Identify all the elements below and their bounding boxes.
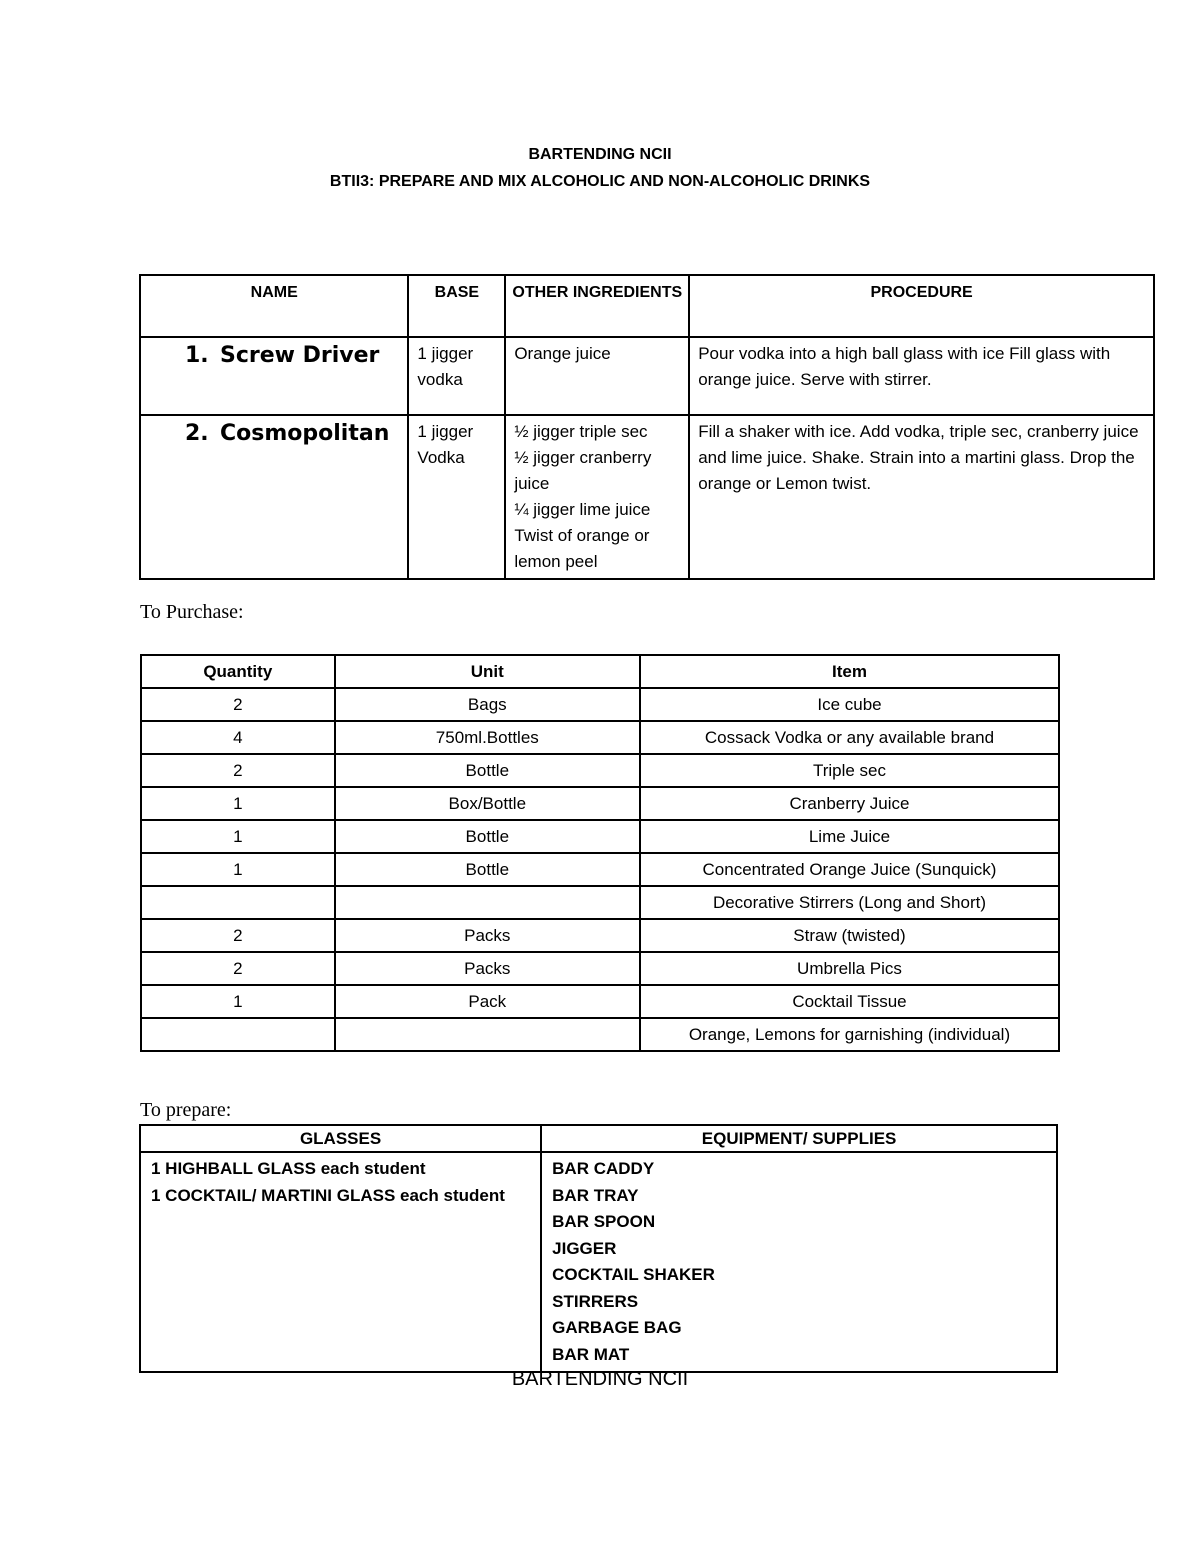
quantity-cell: 4 [141,721,335,754]
prepare-table [139,1124,1058,1373]
item-cell: Triple sec [640,754,1059,787]
drink-procedure: Pour vodka into a high ball glass with ice Fill glass with orange juice. Serve with stirrer. [689,337,1154,415]
ingredient-line: Twist of orange or [514,526,650,545]
recipes-table [139,274,1155,580]
equipment-item: JIGGER [552,1238,617,1258]
unit-cell: Box/Bottle [335,787,640,820]
quantity-cell: 1 [141,820,335,853]
item-cell: Cranberry Juice [640,787,1059,820]
header-quantity: Quantity [141,655,335,688]
header-glasses: GLASSES [140,1125,541,1152]
quantity-cell: 2 [141,919,335,952]
item-cell: Ice cube [640,688,1059,721]
item-cell: Umbrella Pics [640,952,1059,985]
quantity-cell: 2 [141,688,335,721]
ingredient-line: ¼ jigger lime juice [514,500,651,519]
item-cell: Decorative Stirrers (Long and Short) [640,886,1059,919]
drink-number: 2. [185,421,209,446]
purchase-row [141,952,1059,985]
item-cell: Cossack Vodka or any available brand [640,721,1059,754]
ingredient-line: Orange juice [514,344,611,363]
purchase-row [141,820,1059,853]
drink-name-cell [140,415,408,579]
equipment-list [541,1152,1057,1372]
equipment-item: BAR MAT [552,1344,630,1364]
item-cell: Concentrated Orange Juice (Sunquick) [640,853,1059,886]
quantity-cell [141,1018,335,1051]
ingredient-line: ½ jigger triple sec [514,422,648,441]
quantity-cell [141,886,335,919]
ingredient-line: ½ jigger cranberry [514,448,652,467]
quantity-cell: 1 [141,985,335,1018]
unit-cell: 750ml.Bottles [335,721,640,754]
header-procedure: PROCEDURE [689,275,1154,337]
ingredient-line: lemon peel [514,552,598,571]
purchase-header-row [141,655,1059,688]
recipe-row [140,415,1154,579]
purchase-row [141,1018,1059,1051]
header-other-ingredients: OTHER INGREDIENTS [505,275,689,337]
purchase-row [141,919,1059,952]
base-line: vodka [417,370,463,389]
ingredient-line: juice [514,474,550,493]
purchase-row [141,853,1059,886]
purchase-label: To Purchase: [140,601,244,623]
base-line: 1 jigger [417,422,474,441]
prepare-label: To prepare: [140,1099,232,1121]
item-cell: Straw (twisted) [640,919,1059,952]
equipment-item: BAR CADDY [552,1159,655,1178]
unit-cell: Bags [335,688,640,721]
unit-cell: Bottle [335,820,640,853]
quantity-cell: 2 [141,754,335,787]
drink-base [408,337,505,415]
footer-title: BARTENDING NCII [511,1368,689,1390]
unit-cell: Packs [335,952,640,985]
glasses-list [140,1152,541,1372]
drink-name-cell [140,337,408,415]
unit-cell [335,886,640,919]
purchase-row [141,688,1059,721]
unit-cell: Bottle [335,853,640,886]
equipment-item: COCKTAIL SHAKER [552,1265,715,1284]
equipment-item: BAR SPOON [552,1212,656,1231]
drink-name: Cosmopolitan [220,421,390,446]
prepare-header-row [140,1125,1057,1152]
item-cell: Cocktail Tissue [640,985,1059,1018]
unit-cell: Packs [335,919,640,952]
purchase-row [141,886,1059,919]
glass-item: 1 HIGHBALL GLASS each student [151,1159,426,1178]
header-base: BASE [408,275,505,337]
equipment-item: BAR TRAY [552,1185,639,1205]
item-cell: Orange, Lemons for garnishing (individual) [640,1018,1059,1051]
drink-number: 1. [185,343,209,368]
header-equipment: EQUIPMENT/ SUPPLIES [541,1125,1057,1152]
glass-item: 1 COCKTAIL/ MARTINI GLASS each student [151,1185,505,1205]
header-unit: Unit [335,655,640,688]
unit-cell: Bottle [335,754,640,787]
equipment-item: GARBAGE BAG [552,1318,682,1337]
prepare-row [140,1152,1057,1372]
quantity-cell: 2 [141,952,335,985]
item-cell: Lime Juice [640,820,1059,853]
header-name: NAME [140,275,408,337]
purchase-rows [141,688,1059,1051]
purchase-table [140,654,1060,1052]
drink-name: Screw Driver [220,343,380,368]
purchase-row [141,985,1059,1018]
base-line: 1 jigger [417,344,474,363]
purchase-row [141,787,1059,820]
drink-base [408,415,505,579]
unit-cell [335,1018,640,1051]
purchase-row [141,721,1059,754]
unit-cell: Pack [335,985,640,1018]
drink-ingredients [505,337,689,415]
quantity-cell: 1 [141,853,335,886]
header-item: Item [640,655,1059,688]
purchase-row [141,754,1059,787]
equipment-item: STIRRERS [552,1291,639,1311]
quantity-cell: 1 [141,787,335,820]
base-line: Vodka [417,448,465,467]
document-title: BARTENDING NCII [528,146,672,163]
recipes-header-row [140,275,1154,337]
document-subtitle: BTII3: PREPARE AND MIX ALCOHOLIC AND NON-ALCOHOLIC DRINKS [329,173,871,190]
drink-ingredients [505,415,689,579]
recipe-row [140,337,1154,415]
drink-procedure: Fill a shaker with ice. Add vodka, triple sec, cranberry juice and lime juice. Shake. Strain into a martini glass. Drop the orange or Lemon twist. [689,415,1154,579]
